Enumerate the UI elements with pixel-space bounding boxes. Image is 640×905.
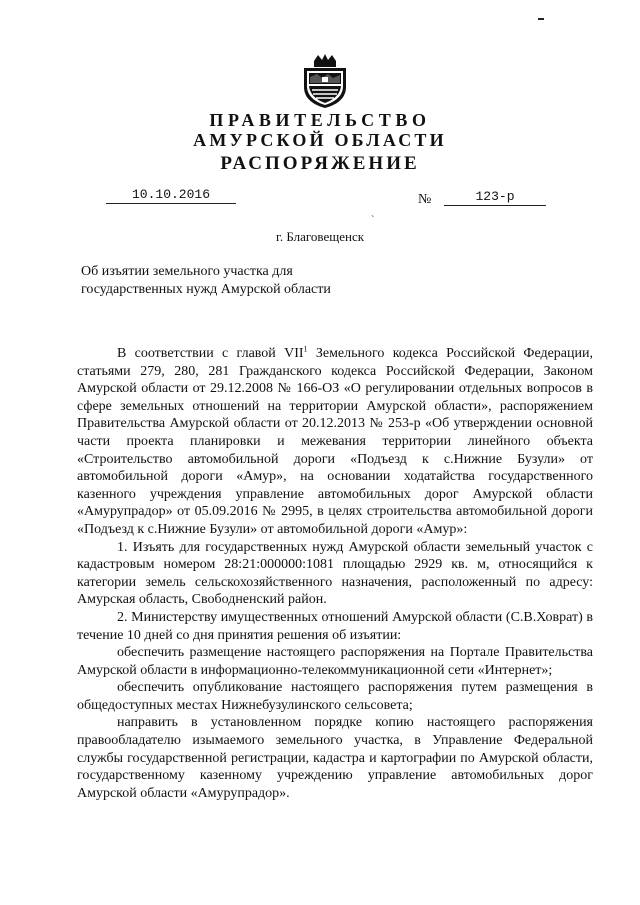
document-body bbox=[77, 345, 593, 802]
paragraph-subitem-publish-public: обеспечить опубликование настоящего распоряжения путем размещения в общедоступных местах Нижнебузулинского сельсовета; bbox=[77, 680, 593, 713]
preamble-text-start: В соответствии с главой VII bbox=[117, 346, 304, 361]
preamble-text-rest: Земельного кодекса Российской Федерации, статьями 279, 280, 281 Гражданского кодекса Российской Федерации, Законом Амурской области от 29.12.2008 № 166-ОЗ «О регулировании отдельных вопросов в сфере земельных отношений на территории Амурской области», распоряжением Правительства Амурской области от 20.12.2013 № 253-р «Об утверждении основной части проекта планировки и межевания территории линейного объекта «Строительство автомобильной дороги «Подъезд к с.Нижние Бузули» от автомобильной дороги «Амур», на основании ходатайства государственного казенного учреждения управление автомобильных дорог Амурской области «Амурупрадор» от 05.09.2016 № 2995, в целях строительства автомобильной дороги «Подъезд к с.Нижние Бузули» от автомобильной дороги «Амур»: bbox=[77, 346, 593, 537]
government-title: ПРАВИТЕЛЬСТВО bbox=[209, 110, 431, 130]
pen-tick-mark: ˴ bbox=[371, 210, 375, 221]
paragraph-item-2: 2. Министерству имущественных отношений Амурской области (С.В.Ховрат) в течение 10 дней со дня принятия решения об изъятии: bbox=[77, 609, 593, 643]
region-title: АМУРСКОЙ ОБЛАСТИ bbox=[193, 130, 447, 150]
document-number: 123-р bbox=[444, 188, 546, 206]
number-label: № bbox=[418, 192, 432, 207]
paragraph-subitem-send-copy: направить в установленном порядке копию настоящего распоряжения правообладателю изымаемого земельного участка, в Управление Федеральной службы государственной регистрации, кадастра и картографии по Амурской области, государственному казенному учреждению управление автомобильных дорог Амурской области «Амурупрадор». bbox=[77, 715, 593, 801]
paragraph-subitem-publish-portal: обеспечить размещение настоящего распоряжения на Портале Правительства Амурской области в информационно-телекоммуникационной сети «Интернет»; bbox=[77, 645, 593, 678]
chapter-superscript: 1 bbox=[303, 344, 308, 354]
document-date: 10.10.2016 bbox=[106, 186, 236, 204]
scan-mark bbox=[538, 18, 544, 20]
city-line: г. Благовещенск bbox=[275, 229, 365, 244]
paragraph-preamble bbox=[77, 345, 593, 539]
paragraph-item-1: 1. Изъять для государственных нужд Амурской области земельный участок с кадастровым номером 28:21:000000:1081 площадью 2929 кв. м, относящийся к категории земель сельскохозяйственного назначения, расположенный по адресу: Амурская область, Свободненский район. bbox=[77, 539, 593, 608]
document-type-title: РАСПОРЯЖЕНИЕ bbox=[220, 153, 420, 174]
document-subject: Об изъятии земельного участка для государственных нужд Амурской области bbox=[81, 264, 331, 297]
amur-oblast-coat-of-arms-icon bbox=[300, 53, 350, 109]
